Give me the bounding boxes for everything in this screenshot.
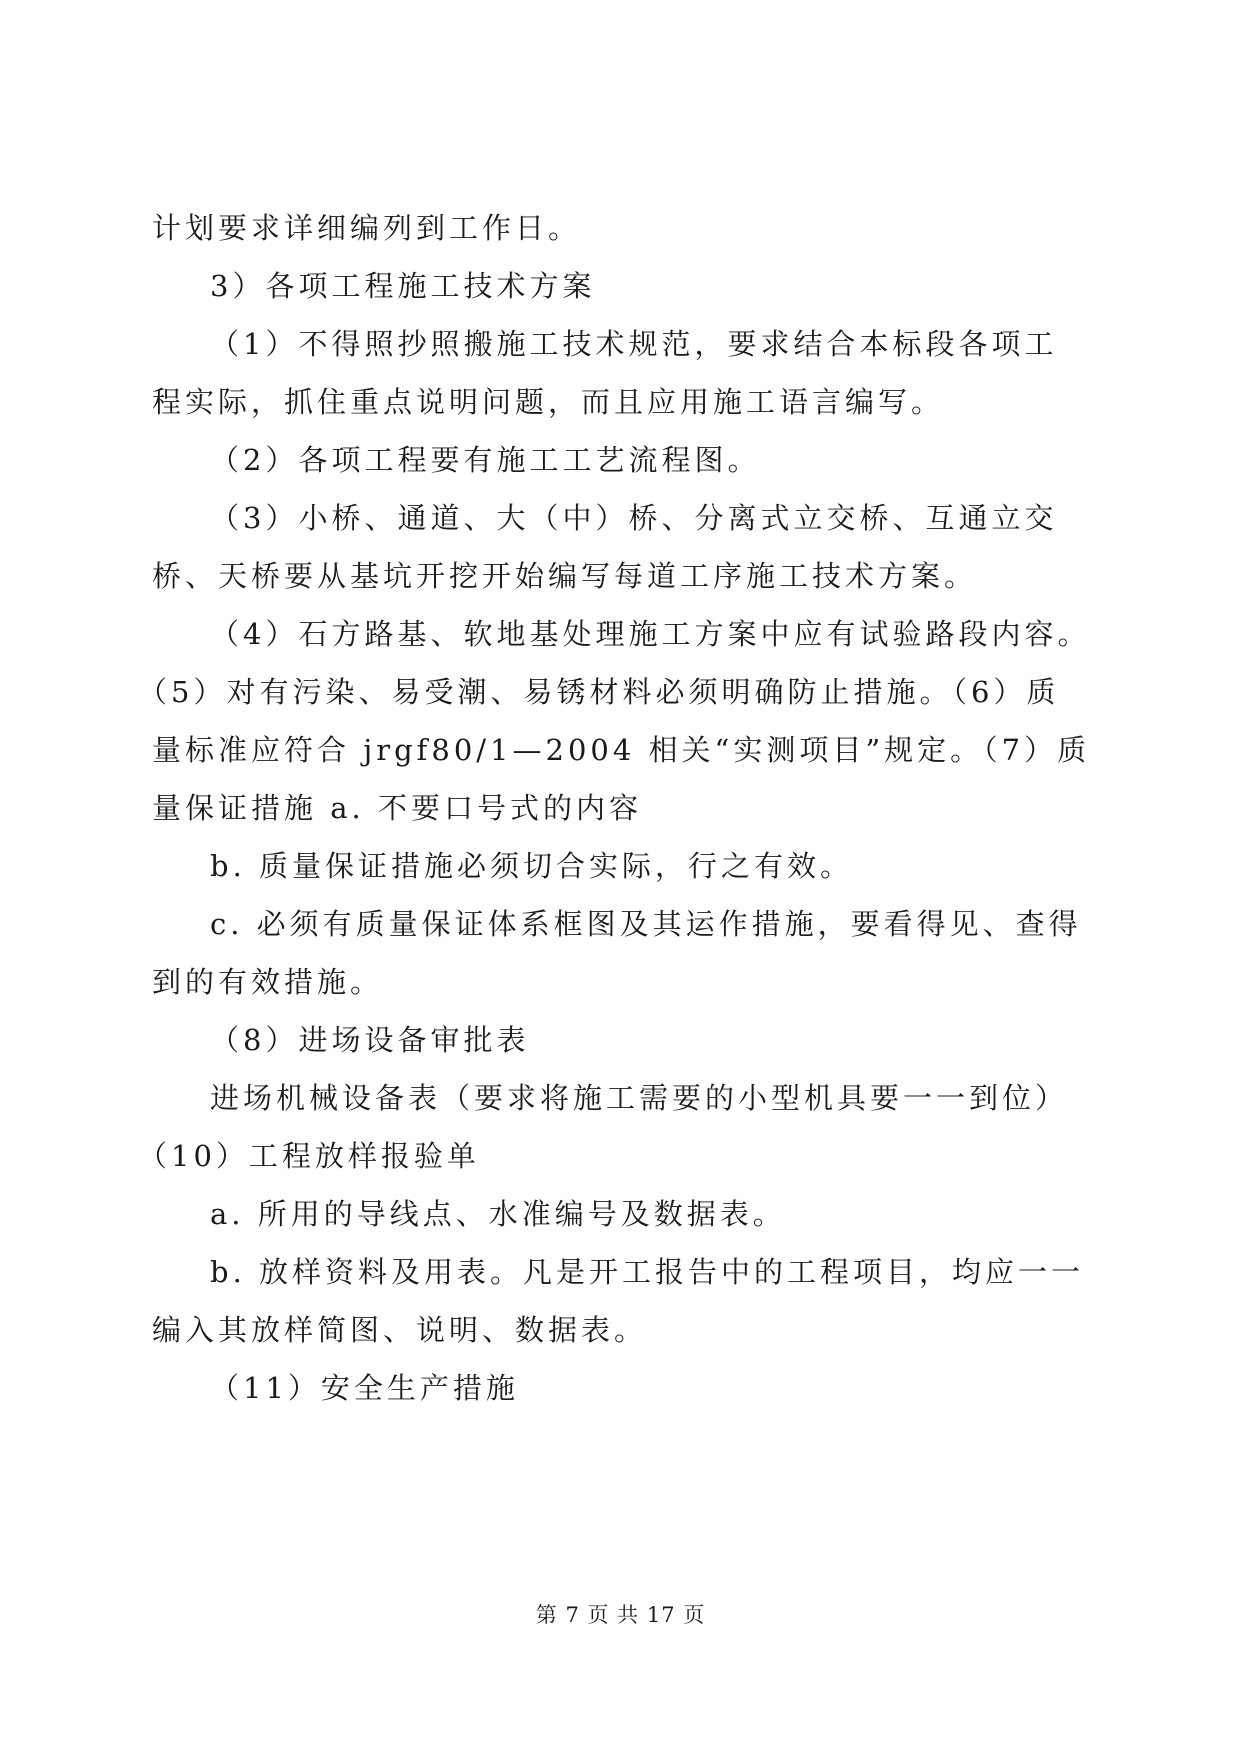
list-item: （8）进场设备审批表	[210, 1023, 530, 1057]
list-item: b. 质量保证措施必须切合实际，行之有效。	[210, 849, 854, 883]
text-line: 桥、天桥要从基坑开挖开始编写每道工序施工技术方案。	[152, 559, 978, 593]
list-item: b. 放样资料及用表。凡是开工报告中的工程项目，均应一一	[210, 1255, 1085, 1289]
list-item: （10）工程放样报验单	[138, 1139, 480, 1173]
list-item: （3）小桥、通道、大（中）桥、分离式立交桥、互通立交	[210, 501, 1058, 535]
section-heading: 3）各项工程施工技术方案	[210, 269, 596, 303]
text-line: 进场机械设备表（要求将施工需要的小型机具要一一到位）	[210, 1081, 1069, 1115]
text-line: 量保证措施 a. 不要口号式的内容	[152, 791, 642, 825]
list-item: （1）不得照抄照搬施工技术规范，要求结合本标段各项工	[210, 327, 1058, 361]
list-item: a. 所用的导线点、水准编号及数据表。	[210, 1197, 786, 1231]
text-line: 程实际，抓住重点说明问题，而且应用施工语言编写。	[152, 385, 945, 419]
list-item: （11）安全生产措施	[210, 1371, 519, 1405]
list-item: （2）各项工程要有施工工艺流程图。	[210, 443, 761, 477]
text-line: 到的有效措施。	[152, 965, 384, 999]
text-line: 编入其放样简图、说明、数据表。	[152, 1313, 648, 1347]
page-number-footer: 第 7 页 共 17 页	[535, 1603, 706, 1627]
text-line: 量标准应符合 jrgf80/1—2004 相关“实测项目”规定。（7）质	[152, 733, 1091, 767]
text-line: 计划要求详细编列到工作日。	[152, 211, 582, 245]
list-item: （5）对有污染、易受潮、易锈材料必须明确防止措施。（6）质	[138, 675, 1060, 709]
list-item: c. 必须有质量保证体系框图及其运作措施，要看得见、查得	[210, 907, 1082, 941]
list-item: （4）石方路基、软地基处理施工方案中应有试验路段内容。	[210, 617, 1091, 651]
